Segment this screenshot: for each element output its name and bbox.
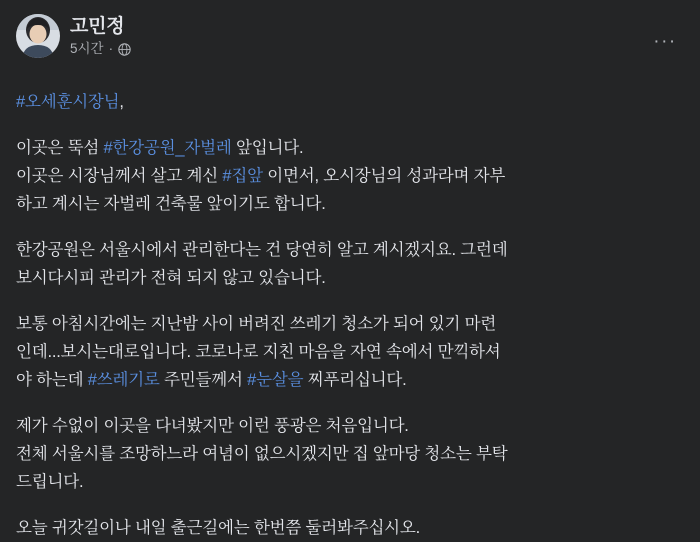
post-text-line bbox=[16, 190, 684, 218]
post-text-line bbox=[16, 412, 684, 440]
post-text: 주민들께서 bbox=[159, 371, 248, 389]
post-text: 야 하는데 bbox=[16, 371, 88, 389]
post-text-line bbox=[16, 514, 684, 542]
post-text: 제가 수없이 이곳을 다녀봤지만 이런 풍광은 처음입니다. bbox=[16, 417, 409, 435]
post-text: 드립니다. bbox=[16, 473, 84, 491]
post-text: 이곳은 뚝섬 bbox=[16, 139, 104, 157]
post-paragraph bbox=[16, 310, 684, 394]
post-text: 한강공원은 서울시에서 관리한다는 건 당연히 알고 계시겠지요. 그런데 bbox=[16, 241, 508, 259]
post-header bbox=[16, 14, 684, 70]
avatar[interactable] bbox=[16, 14, 60, 58]
post-text-line bbox=[16, 310, 684, 338]
post-text: , bbox=[119, 93, 124, 111]
globe-icon[interactable] bbox=[118, 43, 131, 56]
post-text: 오늘 귀갓길이나 내일 출근길에는 한번쯤 둘러봐주십시오. bbox=[16, 519, 421, 537]
post-text-line bbox=[16, 338, 684, 366]
post-text: 보통 아침시간에는 지난밤 사이 버려진 쓰레기 청소가 되어 있기 마련 bbox=[16, 315, 497, 333]
post-meta bbox=[70, 41, 684, 57]
hashtag-link[interactable]: #오세훈시장님 bbox=[16, 93, 120, 111]
author-name[interactable]: 고민정 bbox=[70, 16, 125, 37]
post-text: 이면서, 오시장님의 성과라며 자부 bbox=[262, 167, 506, 185]
post-text: 하고 계시는 자벌레 건축물 앞이기도 합니다. bbox=[16, 195, 326, 213]
post-timestamp[interactable]: 5시간 bbox=[70, 41, 104, 56]
post-text-line bbox=[16, 366, 684, 394]
post-paragraph bbox=[16, 412, 684, 496]
hashtag-link[interactable]: #한강공원_자벌레 bbox=[103, 139, 232, 157]
post-text: 앞입니다. bbox=[231, 139, 304, 157]
post-text-line bbox=[16, 236, 684, 264]
post-text: 전체 서울시를 조망하느라 여념이 없으시겠지만 집 앞마당 청소는 부탁 bbox=[16, 445, 508, 463]
post-text: 찌푸리십니다. bbox=[303, 371, 407, 389]
post-body bbox=[16, 88, 684, 542]
post-text: 보시다시피 관리가 전혀 되지 않고 있습니다. bbox=[16, 269, 326, 287]
post-author-block bbox=[70, 14, 684, 57]
post-text-line bbox=[16, 88, 684, 116]
post-paragraph bbox=[16, 134, 684, 218]
post-text-line bbox=[16, 440, 684, 468]
post-paragraph bbox=[16, 236, 684, 292]
post-text: 이곳은 시장님께서 살고 계신 bbox=[16, 167, 223, 185]
post-text-line bbox=[16, 134, 684, 162]
hashtag-link[interactable]: #집앞 bbox=[222, 167, 263, 185]
hashtag-link[interactable]: #쓰레기로 bbox=[87, 371, 160, 389]
post-options-icon[interactable]: ··· bbox=[650, 26, 680, 56]
meta-separator: · bbox=[108, 41, 114, 56]
post-paragraph bbox=[16, 88, 684, 116]
post-text-line bbox=[16, 264, 684, 292]
hashtag-link[interactable]: #눈살을 bbox=[247, 371, 304, 389]
post-text-line bbox=[16, 468, 684, 496]
post-text: 인데...보시는대로입니다. 코로나로 지친 마음을 자연 속에서 만끽하셔 bbox=[16, 343, 501, 361]
post-text-line bbox=[16, 162, 684, 190]
post-paragraph bbox=[16, 514, 684, 542]
